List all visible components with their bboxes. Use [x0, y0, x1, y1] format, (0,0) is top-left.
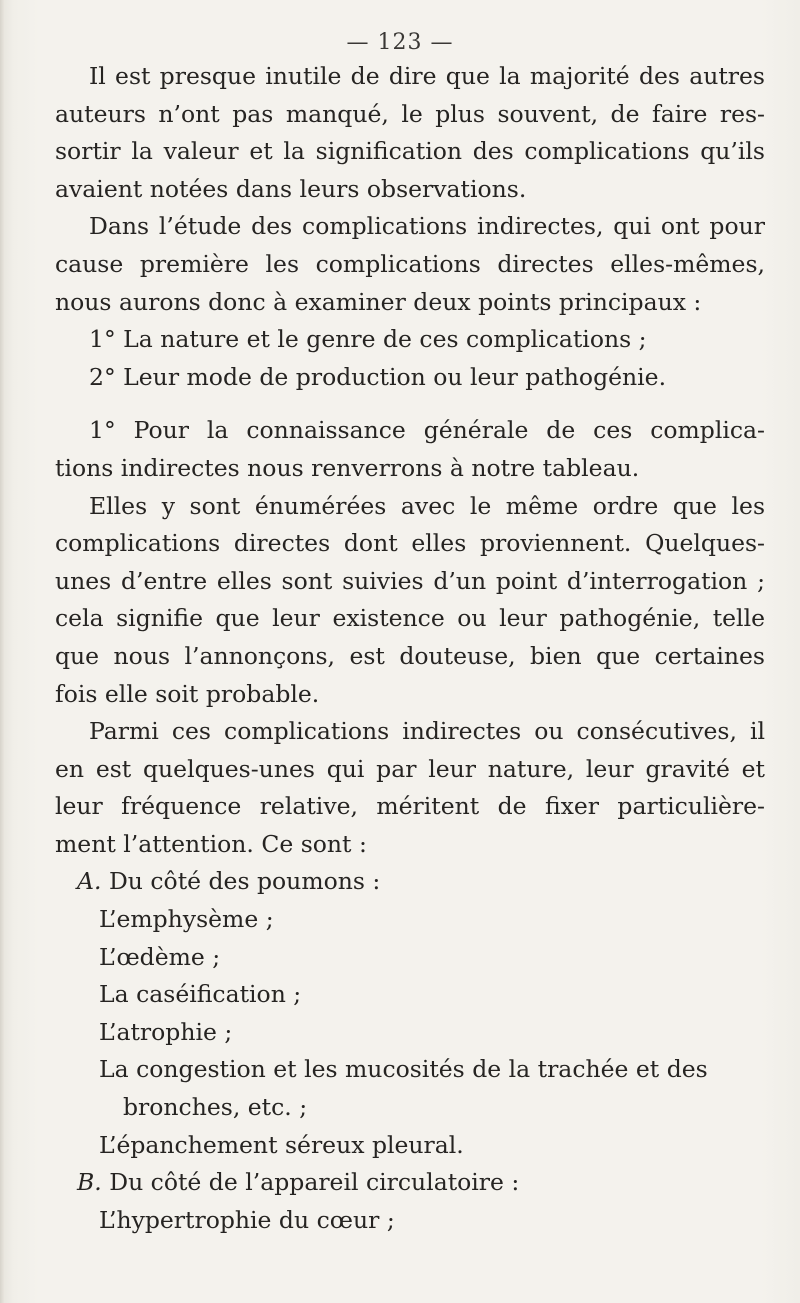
- page-edge-shadow: [0, 0, 5, 1303]
- paragraph-line: fois elle soit probable.: [55, 679, 320, 708]
- paragraph-line: complications directes dont elles proviennent. Quelques-: [55, 529, 765, 558]
- paragraph-line: Parmi ces complications indirectes ou consécutives, il: [89, 717, 765, 746]
- list-item: L’atrophie ;: [99, 1017, 233, 1046]
- paragraph-line: ment l’attention. Ce sont :: [55, 829, 367, 858]
- paragraph-line: que nous l’annonçons, est douteuse, bien que certaines: [55, 641, 765, 670]
- list-item: L’épanchement séreux pleural.: [99, 1130, 464, 1159]
- paragraph-line: Elles y sont énumérées avec le même ordre que les: [89, 491, 765, 520]
- paragraph-line: avaient notées dans leurs observations.: [55, 174, 527, 203]
- page-number: — 123 —: [346, 30, 454, 55]
- paragraph-line: auteurs n’ont pas manqué, le plus souvent, de faire res-: [55, 99, 765, 128]
- list-item: L’œdème ;: [99, 942, 221, 971]
- paragraph-line: cause première les complications directes elles-mêmes,: [55, 249, 765, 278]
- list-item: L’emphysème ;: [99, 905, 274, 934]
- paragraph-line: 1° Pour la connaissance générale de ces complica-: [89, 416, 765, 445]
- list-item: L’hypertrophie du cœur ;: [99, 1205, 395, 1234]
- paragraph-line: Il est presque inutile de dire que la majorité des autres: [89, 62, 765, 90]
- list-item: La caséification ;: [99, 980, 302, 1009]
- list-item: 2° Leur mode de production ou leur pathogénie.: [89, 362, 667, 391]
- section-heading-b: [55, 1164, 765, 1202]
- section-heading-a: [55, 863, 765, 901]
- list-item: La congestion et les mucosités de la trachée et des: [99, 1055, 708, 1084]
- paragraph-line: cela signifie que leur existence ou leur pathogénie, telle: [55, 604, 765, 633]
- paragraph-line: leur fréquence relative, méritent de fixer particulière-: [55, 792, 765, 821]
- section-letter: B.: [77, 1168, 102, 1197]
- paragraph-line: nous aurons donc à examiner deux points principaux :: [55, 287, 702, 316]
- paragraph-line: Dans l’étude des complications indirectes, qui ont pour: [89, 212, 765, 241]
- list-item-continuation: bronches, etc. ;: [123, 1093, 308, 1122]
- page-body: [55, 58, 765, 1239]
- section-letter: A.: [77, 867, 102, 896]
- paragraph-line: sortir la valeur et la signification des complications qu’ils: [55, 137, 765, 166]
- section-title: Du côté de l’appareil circulatoire :: [109, 1168, 520, 1197]
- paragraph-line: en est quelques-unes qui par leur nature, leur gravité et: [55, 754, 765, 783]
- list-item: 1° La nature et le genre de ces complications ;: [89, 325, 647, 354]
- paragraph-line: unes d’entre elles sont suivies d’un point d’interrogation ;: [55, 566, 765, 595]
- paragraph-line: tions indirectes nous renverrons à notre tableau.: [55, 453, 640, 482]
- section-title: Du côté des poumons :: [108, 867, 381, 896]
